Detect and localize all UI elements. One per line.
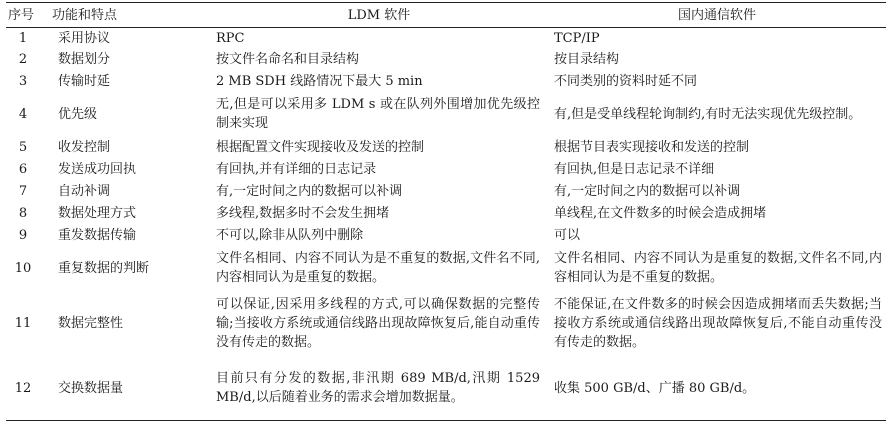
row-ldm: 根据配置文件实现接收及发送的控制	[216, 139, 425, 155]
row-num: 9	[18, 227, 28, 243]
row-feature: 数据划分	[58, 51, 111, 67]
row-num: 5	[18, 139, 28, 155]
row-feature: 自动补调	[58, 183, 111, 199]
row-num: 8	[18, 205, 28, 221]
row-feature: 收发控制	[58, 139, 111, 155]
row-ldm: 2 MB SDH 线路情况下最大 5 min	[216, 73, 423, 89]
row-tcp: 根据节目表实现接收和发送的控制	[554, 139, 750, 155]
row-num: 7	[18, 183, 28, 199]
row-ldm: 按文件名命名和目录结构	[216, 51, 360, 67]
row-tcp: 文件名相同、内容不同认为是重复的数据,文件名不同,内容相同认为是不重复的数据。	[554, 251, 882, 285]
row-ldm: 文件名相同、内容不同认为是不重复的数据,文件名不同,内容相同认为是重复的数据。	[216, 251, 540, 285]
table-row	[6, 92, 886, 136]
comparison-table	[6, 2, 886, 421]
row-tcp: 有,但是受单线程轮询制约,有时无法实现优先级控制。	[554, 106, 862, 122]
table-row	[6, 356, 886, 421]
row-tcp: 不同类别的资料时延不同	[554, 73, 698, 89]
row-feature: 发送成功回执	[58, 161, 137, 177]
table-row	[6, 180, 886, 202]
row-feature: 传输时延	[58, 73, 111, 89]
table-row	[6, 290, 886, 356]
row-num: 10	[14, 260, 32, 276]
header-ldm: LDM 软件	[210, 3, 548, 28]
row-tcp: 可以	[554, 227, 581, 243]
table-header-row	[6, 3, 886, 28]
table-row	[6, 224, 886, 246]
row-feature: 数据完整性	[58, 315, 124, 331]
row-feature: 交换数据量	[50, 356, 210, 421]
table-row	[6, 246, 886, 290]
table-row	[6, 158, 886, 180]
row-tcp: 不能保证,在文件数多的时候会因造成拥堵而丢失数据;当接收方系统或通信线路出现故障恢复后,不能自动重传没有传走的数据。	[554, 296, 882, 350]
row-tcp: 有,一定时间之内的数据可以补调	[554, 183, 741, 199]
row-ldm: 有,一定时间之内的数据可以补调	[216, 183, 403, 199]
row-feature: 优先级	[58, 106, 98, 122]
row-ldm: 目前只有分发的数据,非汛期 689 MB/d,汛期 1529 MB/d,以后随着业务的需求会增加数据量。	[210, 356, 548, 421]
header-tcp: 国内通信软件	[548, 3, 886, 28]
row-ldm: RPC	[216, 30, 245, 46]
table-row	[6, 202, 886, 224]
header-feature: 功能和特点	[50, 3, 210, 28]
row-tcp: 收集 500 GB/d、广播 80 GB/d。	[548, 356, 886, 421]
header-num: 序号	[6, 3, 50, 28]
row-ldm: 无,但是可以采用多 LDM s 或在队列外围增加优先级控制来实现	[216, 97, 540, 131]
row-feature: 重复数据的判断	[58, 260, 150, 276]
row-ldm: 多线程,数据多时不会发生拥堵	[216, 205, 390, 221]
row-num: 6	[18, 161, 28, 177]
table-row	[6, 28, 886, 49]
row-tcp: 单线程,在文件数多的时候会造成拥堵	[554, 205, 767, 221]
row-num: 2	[18, 51, 28, 67]
row-num: 12	[6, 356, 50, 421]
row-tcp: 按目录结构	[554, 51, 620, 67]
table-row	[6, 136, 886, 158]
table-row	[6, 70, 886, 92]
row-feature: 数据处理方式	[58, 205, 137, 221]
row-num: 4	[18, 106, 28, 122]
row-num: 3	[18, 73, 28, 89]
row-num: 11	[14, 315, 32, 331]
row-ldm: 有回执,并有详细的日志记录	[216, 161, 377, 177]
row-num: 1	[18, 30, 28, 46]
row-feature: 重发数据传输	[58, 227, 137, 243]
row-ldm: 不可以,除非从队列中删除	[216, 227, 364, 243]
row-feature: 采用协议	[58, 30, 111, 46]
row-tcp: 有回执,但是日志记录不详细	[554, 161, 715, 177]
table-row	[6, 48, 886, 70]
row-tcp: TCP/IP	[554, 30, 600, 46]
row-ldm: 可以保证,因采用多线程的方式,可以确保数据的完整传输;当接收方系统或通信线路出现故障恢复后,能自动重传没有传走的数据。	[216, 296, 540, 350]
